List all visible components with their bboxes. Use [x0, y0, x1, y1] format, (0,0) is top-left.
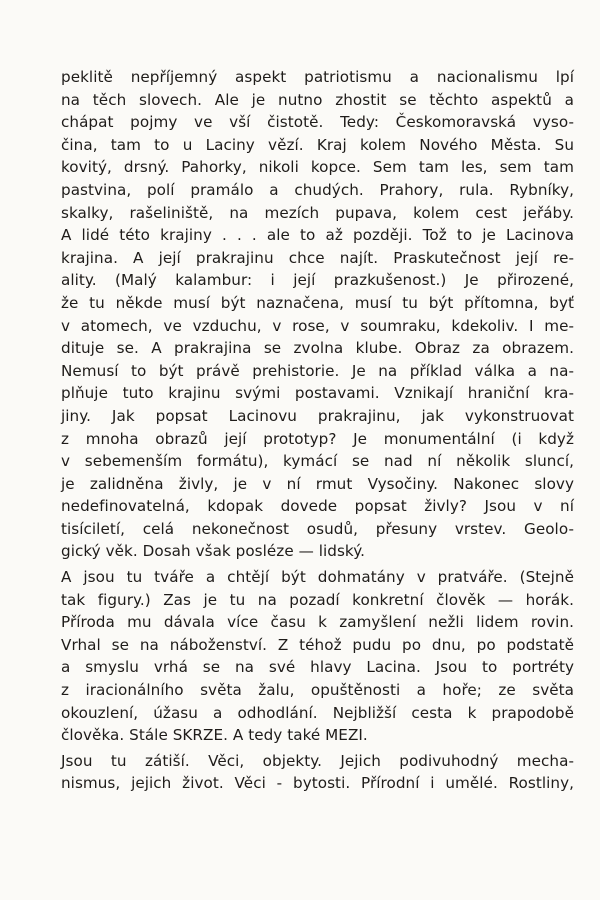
text-line: A lidé této krajiny . . . ale to až později. Tož to je Lacinova [61, 226, 574, 245]
text-line: skalky, rašeliniště, na mezích pupava, kolem cest jeřáby. [61, 203, 574, 222]
text-line: krajina. A její prakrajinu chce najít. Praskutečnost její re- [61, 248, 574, 267]
text-line: okouzlení, úžasu a odhodlání. Nejbližší cesta k prapodobě [61, 703, 574, 722]
text-line: v sebemenším formátu), kymácí se nad ní několik sluncí, [61, 452, 574, 471]
text-line: A jsou tu tváře a chtějí být dohmatány v pratváře. (Stejně [61, 568, 574, 587]
text-line: z mnoha obrazů její prototyp? Je monumentální (i když [61, 429, 574, 448]
text-line: gický věk. Dosah však posléze — lidský. [61, 542, 365, 561]
text-line: ality. (Malý kalambur: i její prazkušenost.) Je přirozené, [61, 271, 574, 290]
paragraph-3 [61, 750, 574, 795]
text-line: kovitý, drsný. Pahorky, nikoli kopce. Sem tam les, sem tam [61, 158, 574, 177]
paragraph-2 [61, 566, 574, 747]
text-line: Příroda mu dávala více času k zamyšlení nežli lidem rovin. [61, 613, 574, 632]
text-line: Vrhal se na náboženství. Z téhož pudu po dnu, po podstatě [61, 635, 574, 654]
text-line: peklitě nepříjemný aspekt patriotismu a nacionalismu lpí [61, 68, 574, 86]
text-line: v atomech, ve vzduchu, v rose, v soumraku, kdekoliv. I me- [61, 316, 574, 335]
text-line: čina, tam to u Laciny vězí. Kraj kolem Nového Města. Su [61, 135, 574, 154]
text-line: nismus, jejich život. Věci - bytosti. Přírodní i umělé. Rostliny, [61, 774, 574, 793]
text-line: chápat pojmy ve vší čistotě. Tedy: Českomoravská vyso- [61, 113, 574, 132]
text-line: na těch slovech. Ale je nutno zhostit se těchto aspektů a [61, 90, 574, 109]
text-line: tisíciletí, celá nekonečnost osudů, přesuny vrstev. Geolo- [61, 519, 574, 538]
text-line: člověka. Stále SKRZE. A tedy také MEZI. [61, 726, 368, 745]
text-line: Jsou tu zátiší. Věci, objekty. Jejich podivuhodný mecha- [61, 751, 574, 770]
text-line: z iracionálního světa žalu, opuštěnosti a hoře; ze světa [61, 681, 574, 700]
paragraph-1 [61, 66, 574, 563]
text-line: dituje se. A prakrajina se zvolna klube. Obraz za obrazem. [61, 339, 574, 358]
text-line: Nemusí to být právě prehistorie. Je na příklad válka a na- [61, 361, 574, 380]
text-line: nedefinovatelná, kdopak dovede popsat živly? Jsou v ní [61, 497, 574, 516]
text-line: že tu někde musí být naznačena, musí tu být přítomna, byť [61, 293, 574, 312]
text-line: pastvina, polí pramálo a chudých. Prahory, rula. Rybníky, [61, 180, 574, 199]
text-line: a smyslu vrhá se na své hlavy Lacina. Jsou to portréty [61, 658, 574, 677]
text-line: je zalidněna živly, je v ní rmut Vysočiny. Nakonec slovy [61, 474, 574, 493]
text-line: tak figury.) Zas je tu na pozadí konkretní člověk — horák. [61, 590, 574, 609]
text-line: jiny. Jak popsat Lacinovu prakrajinu, jak vykonstruovat [61, 406, 574, 425]
body-text [61, 66, 574, 795]
text-line: plňuje tuto krajinu svými postavami. Vznikají hraniční kra- [61, 384, 574, 403]
